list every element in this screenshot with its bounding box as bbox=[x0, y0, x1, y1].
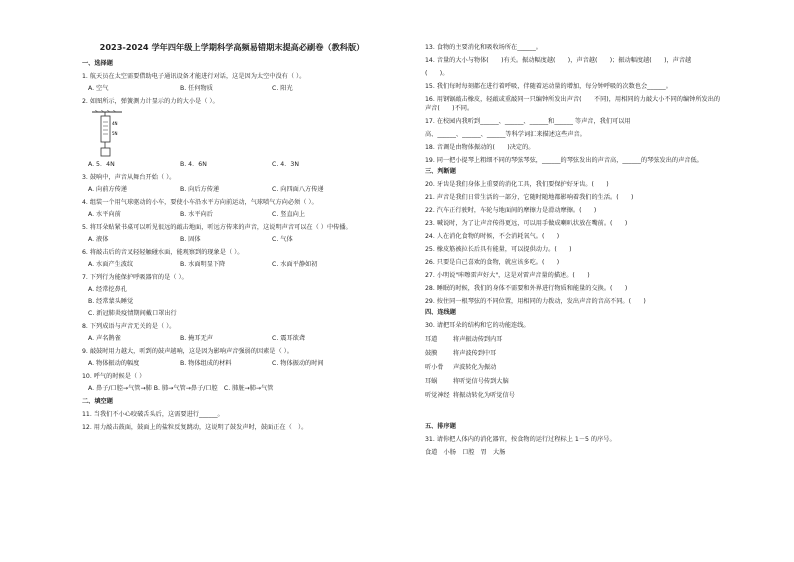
option: C. 竖直向上 bbox=[272, 210, 306, 218]
option: B. 掩耳无声 bbox=[180, 334, 213, 342]
left-column bbox=[82, 58, 382, 433]
option: A. 向前方传递 bbox=[88, 185, 127, 193]
option: A. 水平向前 bbox=[88, 210, 121, 218]
option: B. 任何物质 bbox=[180, 84, 213, 92]
match-function: 声波转化为振动 bbox=[452, 363, 497, 371]
question-28: 28. 睡眠的时候，我们的身体不需要和外界进行物质和能量的交换。( ) bbox=[425, 284, 628, 292]
option: C. 向四面八方传递 bbox=[272, 185, 324, 193]
option: A. 液体 bbox=[88, 235, 109, 243]
option: A. 水面产生波纹 bbox=[88, 260, 134, 268]
match-structure: 耳道 bbox=[425, 335, 438, 343]
option: A. 物体振动的幅度 bbox=[88, 359, 140, 367]
match-function: 将声波传到中耳 bbox=[452, 349, 497, 357]
match-structure: 听小骨 bbox=[425, 363, 444, 371]
question-31-items: 食道 小肠 口腔 胃 大肠 bbox=[425, 448, 506, 456]
option: B. 向后方传递 bbox=[180, 185, 220, 193]
question-26: 26. 只要是自己喜欢的食物，就应该多吃。( ) bbox=[425, 258, 560, 266]
question-1-options bbox=[88, 85, 382, 94]
question-25: 25. 橡皮筋被拉长后具有能量，可以提供动力。( ) bbox=[425, 245, 572, 253]
question-20: 20. 牙齿是我们身体上重要的消化工具，我们要保护好牙齿。( ) bbox=[425, 180, 609, 188]
question-18: 18. 音调是由物体振动的( )决定的。 bbox=[425, 143, 535, 151]
match-function: 将振动转化为听觉信号 bbox=[452, 391, 515, 399]
question-12: 12. 用力敲击鼓面，鼓面上的盐粒反复跳动，这说明了鼓发声时，鼓面正在（ ）。 bbox=[82, 423, 308, 431]
question-4-options bbox=[88, 211, 382, 220]
option: C. 物体振动的时间 bbox=[272, 359, 324, 367]
option: B. 固体 bbox=[180, 235, 201, 243]
question-9: 9. 敲鼓时用力越大，听到的鼓声越响，这是因为影响声音强弱的因素是（ ）。 bbox=[82, 347, 293, 355]
option: A. 空气 bbox=[88, 84, 109, 92]
question-4: 4. 组装一个用气球驱动的小车，要使小车沿水平方向前运动，气球喷气方向必须（ ）。 bbox=[82, 198, 318, 206]
question-1: 1. 航天员在太空需要借助电子通讯设备才能进行对话，这是因为太空中没有（ ）。 bbox=[82, 72, 306, 80]
section-choice: 一、选择题 bbox=[82, 60, 113, 67]
question-15: 15. 我们每时每刻都在进行着呼吸，伴随着运动量的增加，每分钟呼吸的次数也会______。 bbox=[425, 82, 672, 90]
svg-text:5N: 5N bbox=[112, 130, 118, 136]
section-judge: 三、判断题 bbox=[425, 167, 456, 175]
match-function: 将声振动传到内耳 bbox=[452, 335, 503, 343]
option: A. 5．4N bbox=[88, 160, 115, 168]
option: C. 震耳欲聋 bbox=[272, 334, 306, 342]
question-23: 23. 喊说时，为了让声音传得更远，可以用手做成喇叭状放在嘴前。( ) bbox=[425, 219, 628, 227]
question-29: 29. 按住同一根琴弦的不同位置，用相同的力拨动，发出声音的音高不同。( ) bbox=[425, 297, 646, 305]
match-structure: 耳蜗 bbox=[425, 377, 438, 385]
option: B. 经常蒙头睡觉 bbox=[88, 297, 134, 305]
match-structure: 听觉神经 bbox=[425, 391, 450, 399]
section-order: 五、排序题 bbox=[425, 422, 456, 430]
option: B. 水平向后 bbox=[180, 210, 213, 218]
section-fill: 二、填空题 bbox=[82, 397, 113, 405]
question-8-options bbox=[88, 335, 382, 344]
match-row bbox=[425, 378, 725, 387]
question-2: 2. 如图所示，弹簧测力计显示的力的大小是（ ）。 bbox=[82, 97, 219, 105]
option: B. 物体组成的材料 bbox=[180, 359, 232, 367]
question-10-options: A. 鼻子/口腔→气管→肺 B. 肺→气管→鼻子/口腔 C. 肺脏→肺→气管 bbox=[88, 384, 274, 392]
question-9-options bbox=[88, 360, 382, 369]
match-row bbox=[425, 336, 725, 345]
option: C. 新冠肺炎疫情期间戴口罩出行 bbox=[88, 309, 177, 317]
option: A. 经常挖鼻孔 bbox=[88, 285, 127, 293]
question-14-cont: ( )。 bbox=[425, 69, 449, 77]
question-5: 5. 将耳朵贴紧书桌可以听见很远的敲击地面，听远方传来的声音，这说明声音可以在（ ）中传播。 bbox=[82, 223, 352, 231]
question-24: 24. 人在消化食物的时候，不会消耗氧气。( ) bbox=[425, 232, 560, 240]
question-14: 14. 音量的大小与物体( )有关。振动幅度越( )，声音越( )；振动幅度越( )，声音越 bbox=[425, 56, 692, 64]
option: C. 4．3N bbox=[272, 160, 299, 168]
question-16: 16. 用钢锯敲击橡皮，轻敲或重敲同一只编钟所发出声音( 不同)，用相同的力敲大小不同的编钟所发出的声音( )不同。 bbox=[425, 95, 721, 112]
option: C. 阳光 bbox=[272, 84, 293, 92]
option: A. 声名鹊雀 bbox=[88, 334, 121, 342]
question-10: 10. 呼气的时候是（ ） bbox=[82, 372, 146, 380]
question-13: 13. 食物的主要消化和吸收场所在______。 bbox=[425, 44, 542, 51]
option: B. 水面明显下降 bbox=[180, 260, 226, 268]
right-column bbox=[425, 40, 725, 458]
question-6: 6. 将敲击后的音叉轻轻触碰水面，能观察到的现象是（ ）。 bbox=[82, 248, 244, 256]
question-3: 3. 鼓响中，声音从舞台开始（ ）。 bbox=[82, 173, 176, 181]
question-19: 19. 同一把小提琴上粗细不同的琴弦琴弦，______的琴弦发出的声音高，______的琴弦发出的声音低。 bbox=[425, 156, 703, 164]
question-2-options bbox=[88, 161, 382, 170]
question-3-options bbox=[88, 186, 382, 195]
question-5-options bbox=[88, 236, 382, 245]
question-31: 31. 请你把人体内的消化器官，按食物的运行过程标上 1－5 的序号。 bbox=[425, 435, 616, 443]
question-27: 27. 小明说"咔嚓雷声好大"，这是对雷声音量的描述。( ) bbox=[425, 271, 590, 279]
option: B. 4．6N bbox=[180, 160, 207, 168]
option: C. 气体 bbox=[272, 235, 293, 243]
question-30: 30. 请把耳朵的结构和它的功能连线。 bbox=[425, 321, 530, 329]
svg-text:4N: 4N bbox=[112, 120, 118, 126]
question-17: 17. 在校园内我听到______、______、______和______ 等声音，我们可以用 bbox=[425, 117, 631, 125]
match-row bbox=[425, 364, 725, 373]
match-row bbox=[425, 350, 725, 359]
question-11: 11. 当我们不小心咬破舌头后，这需要进行______。 bbox=[82, 410, 224, 418]
page-title: 2023-2024 学年四年级上学期科学高频易错期末提高必刷卷（教科版） bbox=[99, 42, 365, 52]
question-22: 22. 汽车正行驶时，车轮与地面间的摩擦力是滑动摩擦。( ) bbox=[425, 206, 597, 214]
spring-scale-figure bbox=[92, 110, 138, 158]
match-row bbox=[425, 392, 725, 401]
match-structure: 鼓膜 bbox=[425, 349, 438, 357]
question-21: 21. 声音是我们日常生活的一部分，它随时随地都影响着我们的生活。( ) bbox=[425, 193, 634, 201]
match-function: 将听觉信号传到大脑 bbox=[452, 377, 509, 385]
question-6-options bbox=[88, 261, 382, 270]
option: C. 水面平静如初 bbox=[272, 260, 318, 268]
question-17-cont: 高、______、______、______等科学词汇来描述这些声音。 bbox=[425, 130, 586, 138]
section-match: 四、连线题 bbox=[425, 308, 456, 316]
question-7: 7. 下列行为能保护呼吸器官的是（ ）。 bbox=[82, 273, 188, 281]
question-8: 8. 下列成语与声音无关的是（ ）。 bbox=[82, 322, 176, 330]
